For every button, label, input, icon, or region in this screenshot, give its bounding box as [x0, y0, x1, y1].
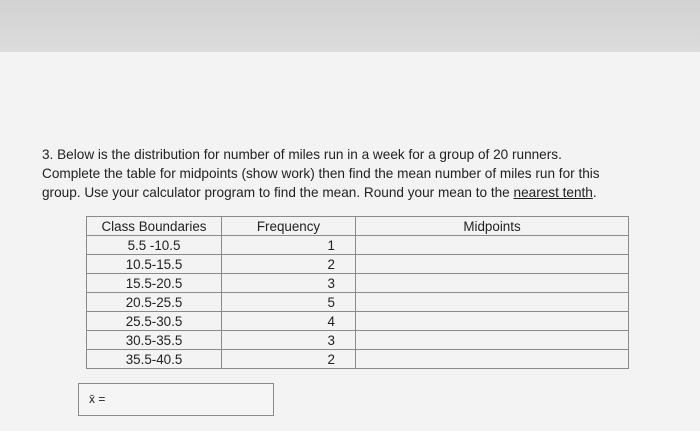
class-boundary-cell: 30.5-35.5 [87, 331, 222, 350]
frequency-cell: 1 [222, 236, 356, 255]
table-row [87, 350, 629, 369]
top-band [0, 0, 700, 53]
class-boundary-cell: 25.5-30.5 [87, 312, 222, 331]
class-boundary-cell: 10.5-15.5 [87, 255, 222, 274]
frequency-cell: 2 [222, 255, 356, 274]
question-line-3-prefix: group. Use your calculator program to find the mean. Round your mean to the [42, 185, 514, 200]
midpoint-cell[interactable] [356, 312, 629, 331]
class-boundary-cell: 35.5-40.5 [87, 350, 222, 369]
header-class-boundaries: Class Boundaries [87, 217, 222, 236]
distribution-table [86, 216, 629, 369]
class-boundary-cell: 5.5 -10.5 [87, 236, 222, 255]
midpoint-cell[interactable] [356, 255, 629, 274]
table-row [87, 274, 629, 293]
midpoint-cell[interactable] [356, 331, 629, 350]
frequency-cell: 2 [222, 350, 356, 369]
midpoint-cell[interactable] [356, 274, 629, 293]
midpoint-cell[interactable] [356, 293, 629, 312]
class-boundary-cell: 20.5-25.5 [87, 293, 222, 312]
question-text [42, 145, 662, 202]
class-boundary-cell: 15.5-20.5 [87, 274, 222, 293]
table-row [87, 255, 629, 274]
table-row [87, 331, 629, 350]
nearest-tenth-text: nearest tenth [513, 185, 593, 200]
frequency-cell: 4 [222, 312, 356, 331]
table-header-row [87, 217, 629, 236]
frequency-cell: 3 [222, 274, 356, 293]
table-row [87, 236, 629, 255]
table-row [87, 312, 629, 331]
table-row [87, 293, 629, 312]
frequency-cell: 5 [222, 293, 356, 312]
midpoint-cell[interactable] [356, 350, 629, 369]
frequency-cell: 3 [222, 331, 356, 350]
midpoint-cell[interactable] [356, 236, 629, 255]
question-line-3-suffix: . [592, 185, 597, 200]
header-frequency: Frequency [222, 217, 356, 236]
mean-answer-box[interactable] [78, 383, 274, 416]
question-line-1: 3. Below is the distribution for number of miles run in a week for a group of 20 runners. [42, 147, 562, 162]
question-line-3 [42, 183, 662, 202]
question-line-2: Complete the table for midpoints (show work) then find the mean number of miles run for this [42, 166, 600, 181]
header-midpoints: Midpoints [356, 217, 629, 236]
mean-label: x̄ = [89, 392, 106, 406]
